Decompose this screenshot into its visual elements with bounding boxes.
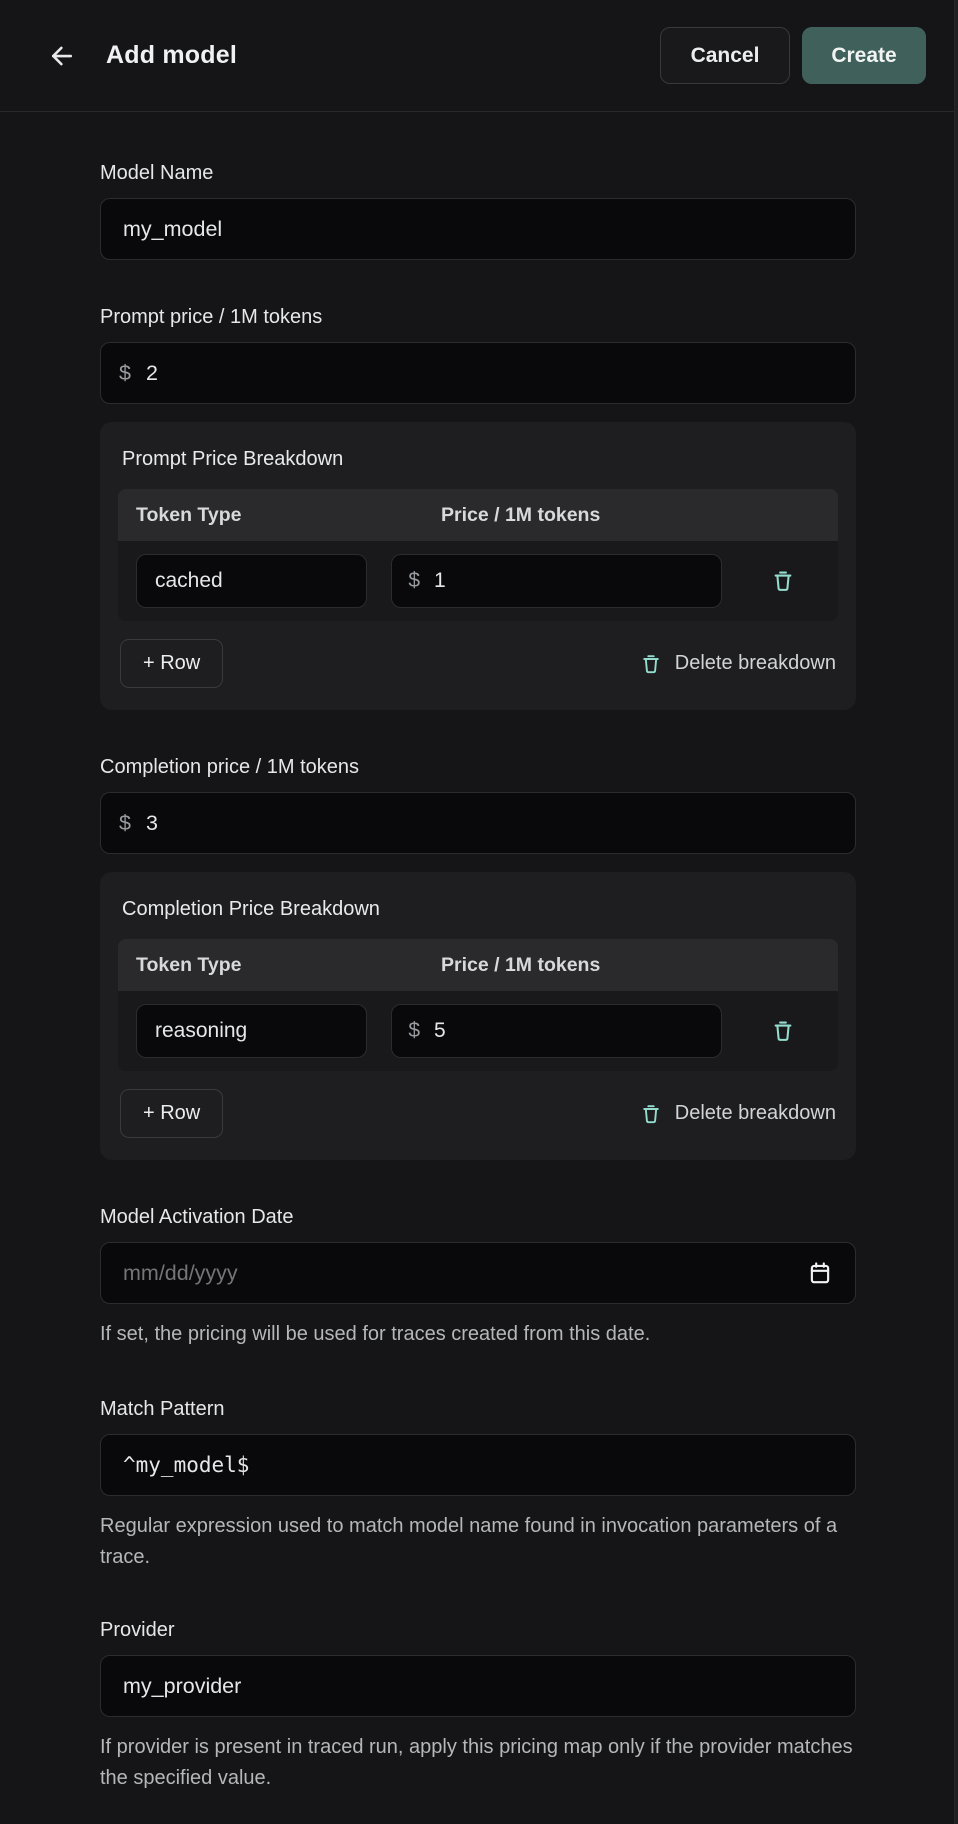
trash-icon <box>770 1018 796 1044</box>
prompt-price-field <box>100 306 856 404</box>
match-pattern-input[interactable] <box>100 1434 856 1496</box>
column-header-token-type: Token Type <box>136 953 242 976</box>
trash-icon <box>639 1102 663 1126</box>
header-bar <box>0 0 958 112</box>
prompt-price-label: Prompt price / 1M tokens <box>100 306 323 328</box>
completion-breakdown-panel <box>100 872 856 1160</box>
cancel-button[interactable]: Cancel <box>660 27 790 84</box>
model-name-field <box>100 162 856 260</box>
activation-date-help: If set, the pricing will be used for traces created from this date. <box>100 1323 651 1345</box>
scrollbar-track[interactable] <box>954 0 958 1824</box>
add-row-button[interactable]: + Row <box>120 639 223 688</box>
completion-breakdown-title: Completion Price Breakdown <box>122 898 380 920</box>
column-header-token-type: Token Type <box>136 503 242 526</box>
completion-breakdown-table <box>118 939 838 1071</box>
page-title: Add model <box>106 41 237 69</box>
row-price-input-shell <box>391 554 722 608</box>
column-header-price: Price / 1M tokens <box>441 503 601 526</box>
table-body <box>118 991 838 1071</box>
token-type-input[interactable] <box>136 1004 367 1058</box>
dollar-prefix: $ <box>408 569 420 592</box>
row-price-input[interactable] <box>434 1019 705 1043</box>
dollar-prefix: $ <box>119 810 131 835</box>
prompt-breakdown-table <box>118 489 838 621</box>
table-body <box>118 541 838 621</box>
provider-input[interactable] <box>100 1655 856 1717</box>
model-name-input[interactable] <box>100 198 856 260</box>
trash-icon <box>770 568 796 594</box>
dollar-prefix: $ <box>408 1019 420 1042</box>
back-button[interactable] <box>40 34 84 78</box>
activation-date-field <box>100 1206 856 1350</box>
completion-price-input[interactable] <box>146 793 837 853</box>
row-price-input-shell <box>391 1004 722 1058</box>
prompt-breakdown-title: Prompt Price Breakdown <box>122 448 344 470</box>
match-pattern-label: Match Pattern <box>100 1398 225 1420</box>
delete-row-button[interactable] <box>761 559 805 603</box>
delete-breakdown-label: Delete breakdown <box>674 1102 836 1124</box>
table-header-row <box>118 489 838 541</box>
date-picker-button[interactable] <box>803 1256 837 1290</box>
activation-date-label: Model Activation Date <box>100 1206 294 1228</box>
match-pattern-help: Regular expression used to match model name found in invocation parameters of a trace. <box>100 1515 838 1568</box>
column-header-price: Price / 1M tokens <box>441 953 601 976</box>
trash-icon <box>639 652 663 676</box>
prompt-price-input-shell <box>100 342 856 404</box>
create-button[interactable]: Create <box>802 27 926 84</box>
delete-row-button[interactable] <box>761 1009 805 1053</box>
activation-date-input-shell <box>100 1242 856 1304</box>
dollar-prefix: $ <box>119 360 131 385</box>
completion-price-label: Completion price / 1M tokens <box>100 756 360 778</box>
delete-breakdown-button[interactable] <box>639 1102 836 1126</box>
row-price-input[interactable] <box>434 569 705 593</box>
panel-footer <box>118 1089 838 1138</box>
arrow-left-icon <box>47 41 77 71</box>
add-model-form <box>0 112 958 1824</box>
activation-date-input[interactable] <box>119 1243 803 1303</box>
token-type-input[interactable] <box>136 554 367 608</box>
delete-breakdown-label: Delete breakdown <box>674 652 836 674</box>
table-row <box>136 1004 820 1058</box>
prompt-breakdown-panel <box>100 422 856 710</box>
delete-breakdown-button[interactable] <box>639 652 836 676</box>
table-row <box>136 554 820 608</box>
table-header-row <box>118 939 838 991</box>
completion-price-field <box>100 756 856 854</box>
model-name-label: Model Name <box>100 162 214 184</box>
provider-field <box>100 1619 856 1794</box>
panel-footer <box>118 639 838 688</box>
calendar-icon <box>807 1260 833 1286</box>
provider-label: Provider <box>100 1619 175 1641</box>
match-pattern-field <box>100 1398 856 1573</box>
add-row-button[interactable]: + Row <box>120 1089 223 1138</box>
completion-price-input-shell <box>100 792 856 854</box>
provider-help: If provider is present in traced run, apply this pricing map only if the provider matches the specified value. <box>100 1736 853 1789</box>
prompt-price-input[interactable] <box>146 343 837 403</box>
